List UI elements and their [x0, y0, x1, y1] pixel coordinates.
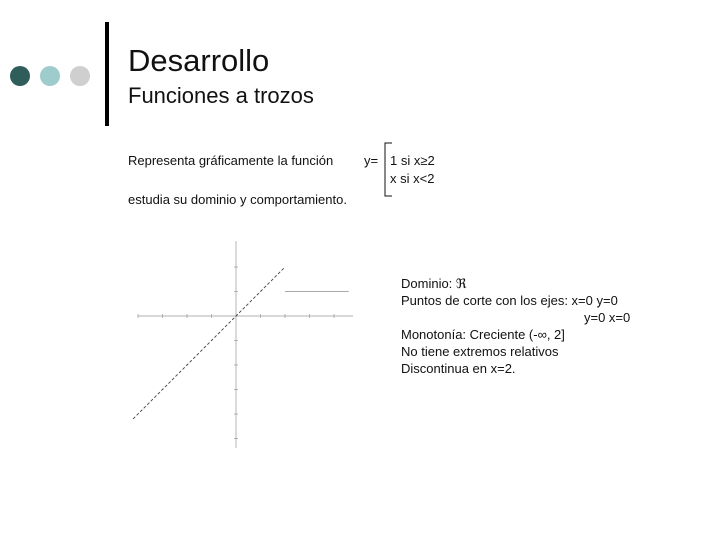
domain-text: Dominio: ℜ: [401, 276, 467, 291]
function-graph: [128, 236, 358, 451]
monotonicity-text: Monotonía: Creciente (-∞, 2]: [401, 327, 565, 342]
discontinuity-text: Discontinua en x=2.: [401, 361, 516, 376]
intercepts-text-1: Puntos de corte con los ejes: x=0 y=0: [401, 293, 618, 308]
title-divider: [105, 22, 109, 126]
problem-statement: Representa gráficamente la función: [128, 153, 334, 168]
series-line-x: [133, 267, 285, 419]
intercepts-text-2: y=0 x=0: [584, 310, 631, 325]
piecewise-case-2: x si x<2: [390, 171, 435, 186]
slide-title: Desarrollo: [128, 43, 270, 78]
problem-statement-2: estudia su dominio y comportamiento.: [128, 192, 347, 207]
extrema-text: No tiene extremos relativos: [401, 344, 559, 359]
decorative-dot-gray: [70, 66, 90, 86]
equation-lhs: y=: [364, 153, 379, 168]
slide-subtitle: Funciones a trozos: [128, 83, 314, 108]
piecewise-case-1: 1 si x≥2: [390, 153, 435, 168]
decorative-dot-dark: [10, 66, 30, 86]
decorative-dot-teal: [40, 66, 60, 86]
piecewise-brace: [380, 142, 394, 198]
